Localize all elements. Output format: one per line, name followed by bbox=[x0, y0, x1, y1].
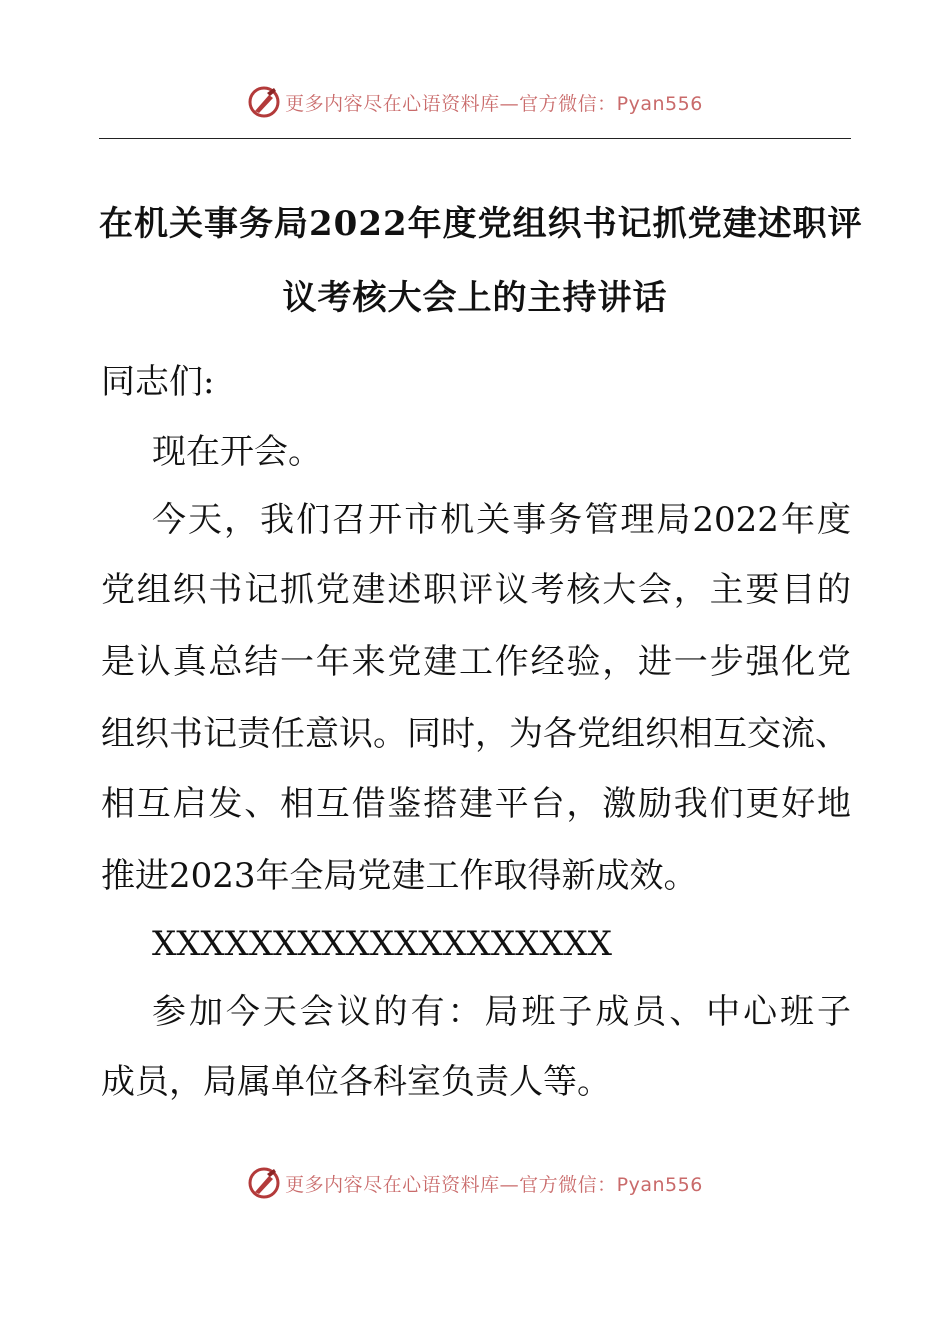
header-banner bbox=[0, 82, 950, 122]
wechat-id: Pyan556 bbox=[616, 1173, 703, 1196]
wechat-id: Pyan556 bbox=[616, 92, 703, 115]
paragraph-line: 参加今天会议的有：局班子成员、中心班子 bbox=[152, 992, 851, 1032]
pen-logo-icon bbox=[247, 1166, 281, 1200]
salutation: 同志们: bbox=[101, 362, 215, 402]
paragraph-line: 党组织书记抓党建述职评议考核大会，主要目的 bbox=[101, 570, 851, 610]
paragraph-line: 是认真总结一年来党建工作经验，进一步强化党 bbox=[101, 642, 851, 682]
banner-text: 更多内容尽在心语资料库—官方微信：Pyan556 bbox=[285, 1173, 703, 1196]
banner-text: 更多内容尽在心语资料库—官方微信：Pyan556 bbox=[285, 92, 703, 115]
document-title-line-2: 议考核大会上的主持讲话 bbox=[282, 278, 668, 318]
paragraph-line: 今天，我们召开市机关事务管理局2022年度 bbox=[152, 500, 851, 540]
paragraph-line: 成员，局属单位各科室负责人等。 bbox=[101, 1062, 611, 1102]
pen-logo-icon bbox=[247, 85, 281, 119]
document-title-line-1: 在机关事务局2022年度党组织书记抓党建述职评 bbox=[99, 204, 863, 244]
paragraph-line: 组织书记责任意识。同时，为各党组织相互交流、 bbox=[101, 714, 849, 754]
header-divider bbox=[99, 138, 851, 139]
paragraph-line: 推进2023年全局党建工作取得新成效。 bbox=[101, 856, 698, 896]
footer-banner bbox=[0, 1163, 950, 1203]
paragraph-line: 相互启发、相互借鉴搭建平台，激励我们更好地 bbox=[101, 784, 851, 824]
paragraph-placeholder: XXXXXXXXXXXXXXXXXXX bbox=[152, 924, 612, 964]
paragraph-opening: 现在开会。 bbox=[152, 432, 322, 472]
